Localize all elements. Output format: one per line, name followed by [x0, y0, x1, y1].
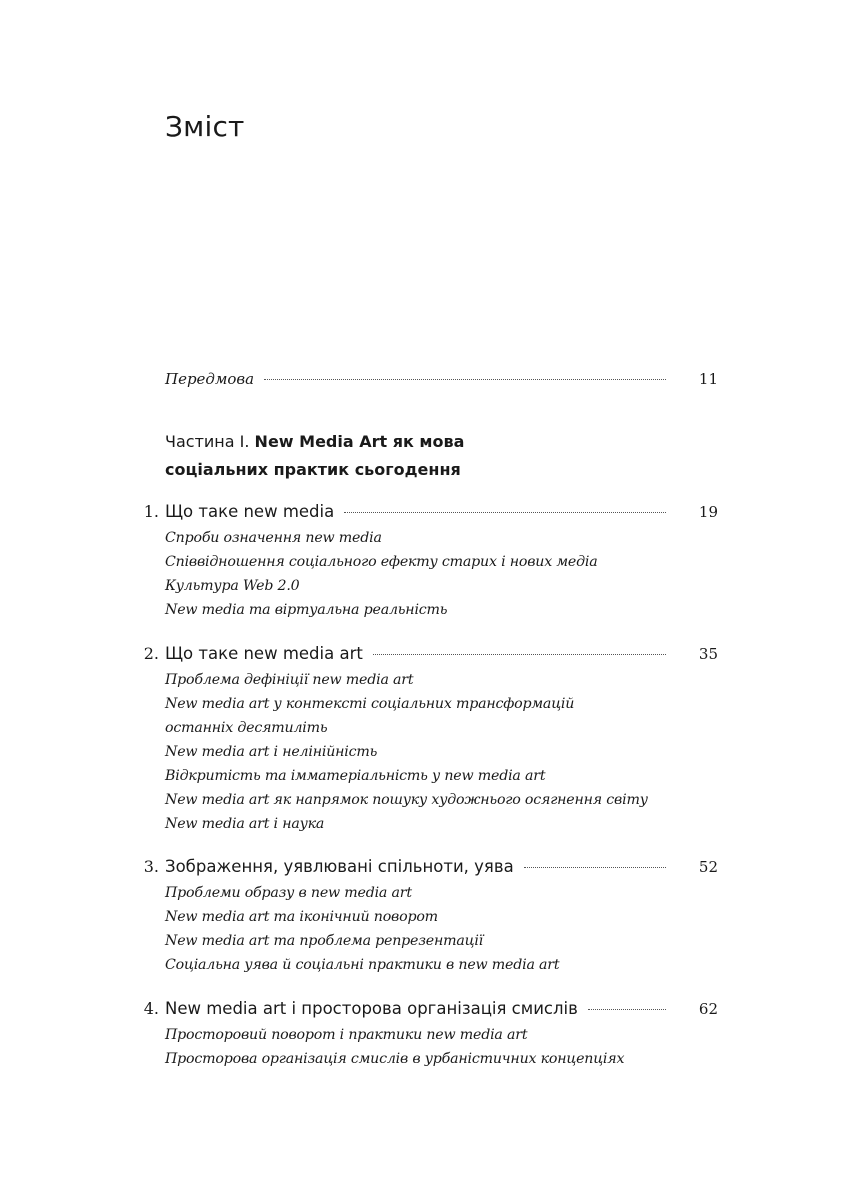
- entry-page: 35: [698, 645, 718, 663]
- dot-leader: [344, 512, 666, 513]
- subsection: New media art і нелінійність: [165, 744, 378, 760]
- entry-title: Що таке new media: [165, 502, 335, 521]
- chapter-number: 4.: [143, 999, 159, 1018]
- entry-page: 19: [698, 503, 718, 521]
- toc-entry-chapter-1[interactable]: [143, 502, 718, 521]
- subsection: Культура Web 2.0: [165, 578, 300, 594]
- toc-entry-chapter-3[interactable]: [143, 857, 718, 876]
- entry-page: 52: [698, 858, 718, 876]
- entry-title: Передмова: [165, 370, 255, 388]
- entry-title: Зображення, уявлювані спільноти, уява: [165, 857, 514, 876]
- subsection: New media art та проблема репрезентації: [165, 933, 484, 949]
- toc-entry-chapter-4[interactable]: [143, 999, 718, 1018]
- toc-entry-chapter-2[interactable]: [143, 644, 718, 663]
- entry-title: New media art і просторова організація смислів: [165, 999, 578, 1018]
- toc-entry-foreword[interactable]: [165, 370, 718, 388]
- subsection: Спроби означення new media: [165, 530, 382, 546]
- chapter-number: 3.: [143, 857, 159, 876]
- dot-leader: [373, 654, 666, 655]
- chapter-number: 1.: [143, 502, 159, 521]
- chapter-number: 2.: [143, 644, 159, 663]
- subsection: Проблема дефініції new media art: [165, 672, 414, 688]
- subsection: Соціальна уява й соціальні практики в new media art: [165, 957, 560, 973]
- subsection: Відкритість та імматеріальність у new media art: [165, 768, 546, 784]
- part-heading: [165, 428, 464, 484]
- subsection: Співвідношення соціального ефекту старих і нових медіа: [165, 554, 598, 570]
- entry-title: Що таке new media art: [165, 644, 363, 663]
- dot-leader: [524, 867, 666, 868]
- part-title-line1: New Media Art як мова: [254, 432, 465, 451]
- dot-leader: [588, 1009, 666, 1010]
- part-title-line2: соціальних практик сьогодення: [165, 460, 461, 479]
- subsection: New media та віртуальна реальність: [165, 602, 448, 618]
- page-title: Зміст: [165, 110, 245, 143]
- subsection: Просторова організація смислів в урбаністичних концепціях: [165, 1051, 625, 1067]
- subsection: New media art та іконічний поворот: [165, 909, 438, 925]
- subsection: New media art і наука: [165, 816, 325, 832]
- subsection: останніх десятиліть: [165, 720, 328, 736]
- subsection: Просторовий поворот і практики new media art: [165, 1027, 528, 1043]
- subsection: New media art як напрямок пошуку художнього осягнення світу: [165, 792, 648, 808]
- subsection: New media art у контексті соціальних трансформацій: [165, 696, 575, 712]
- entry-page: 11: [698, 370, 718, 388]
- dot-leader: [264, 379, 666, 380]
- subsection: Проблеми образу в new media art: [165, 885, 412, 901]
- part-label: Частина I.: [165, 432, 250, 451]
- entry-page: 62: [698, 1000, 718, 1018]
